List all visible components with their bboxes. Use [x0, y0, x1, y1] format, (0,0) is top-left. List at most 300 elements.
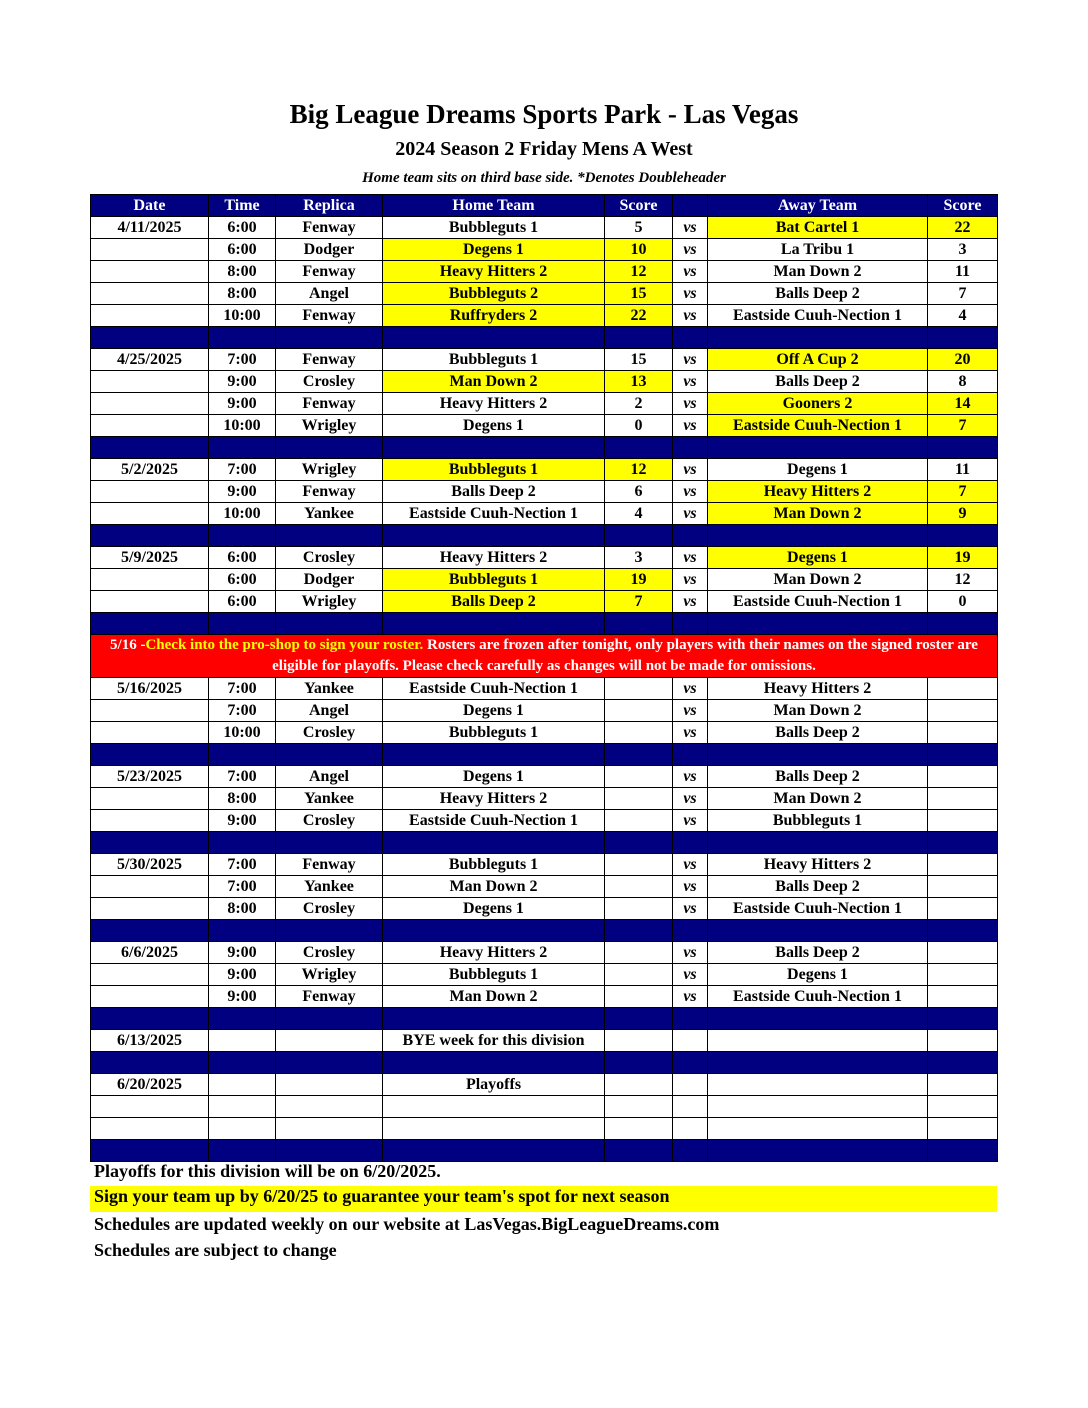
separator-cell: [708, 525, 928, 547]
row-date: 6/6/2025: [91, 942, 209, 964]
row-home-score: [605, 766, 673, 788]
row-vs: vs: [673, 678, 708, 700]
separator-cell: [209, 525, 276, 547]
row-replica: Crosley: [276, 547, 383, 569]
row-home-team: Bubbleguts 1: [383, 217, 605, 239]
separator-row: [91, 613, 998, 635]
row-date: [91, 1118, 209, 1140]
row-vs: vs: [673, 722, 708, 744]
separator-cell: [673, 1140, 708, 1162]
row-date: [91, 788, 209, 810]
header-vs: [673, 195, 708, 217]
row-time: [209, 1118, 276, 1140]
separator-cell: [209, 613, 276, 635]
row-home-score: 0: [605, 415, 673, 437]
separator-cell: [928, 1052, 998, 1074]
row-time: 7:00: [209, 459, 276, 481]
row-vs: vs: [673, 503, 708, 525]
row-date: [91, 305, 209, 327]
header-replica: Replica: [276, 195, 383, 217]
table-row: [91, 1096, 998, 1118]
row-home-team: Playoffs: [383, 1074, 605, 1096]
row-home-team: Bubbleguts 1: [383, 569, 605, 591]
row-date: [91, 239, 209, 261]
row-vs: vs: [673, 415, 708, 437]
row-vs: vs: [673, 700, 708, 722]
row-home-team: Degens 1: [383, 700, 605, 722]
row-home-team: Bubbleguts 1: [383, 722, 605, 744]
row-replica: Wrigley: [276, 591, 383, 613]
row-vs: vs: [673, 547, 708, 569]
table-row: [91, 788, 998, 810]
separator-cell: [605, 613, 673, 635]
row-vs: [673, 1074, 708, 1096]
row-away-team: [708, 1096, 928, 1118]
separator-row: [91, 920, 998, 942]
row-date: [91, 261, 209, 283]
row-time: 9:00: [209, 481, 276, 503]
row-vs: vs: [673, 766, 708, 788]
table-row: [91, 810, 998, 832]
row-time: 6:00: [209, 547, 276, 569]
separator-cell: [928, 613, 998, 635]
row-home-score: [605, 898, 673, 920]
separator-cell: [276, 525, 383, 547]
separator-cell: [605, 327, 673, 349]
row-replica: Yankee: [276, 678, 383, 700]
row-vs: vs: [673, 459, 708, 481]
separator-cell: [928, 832, 998, 854]
separator-cell: [383, 525, 605, 547]
row-away-team: Off A Cup 2: [708, 349, 928, 371]
separator-cell: [605, 920, 673, 942]
table-row: [91, 569, 998, 591]
separator-cell: [928, 744, 998, 766]
roster-notice: [91, 635, 998, 678]
separator-cell: [91, 920, 209, 942]
row-away-score: 11: [928, 261, 998, 283]
row-home-score: 4: [605, 503, 673, 525]
row-away-score: 19: [928, 547, 998, 569]
row-away-team: Balls Deep 2: [708, 722, 928, 744]
row-home-team: [383, 1118, 605, 1140]
separator-cell: [383, 1052, 605, 1074]
row-time: 7:00: [209, 854, 276, 876]
row-away-team: [708, 1074, 928, 1096]
row-away-score: 22: [928, 217, 998, 239]
row-date: [91, 481, 209, 503]
row-home-score: 10: [605, 239, 673, 261]
row-away-team: Degens 1: [708, 459, 928, 481]
separator-cell: [673, 744, 708, 766]
row-home-team: Ruffryders 2: [383, 305, 605, 327]
separator-cell: [276, 744, 383, 766]
table-row: [91, 547, 998, 569]
table-row: [91, 854, 998, 876]
separator-cell: [708, 613, 928, 635]
row-home-score: 6: [605, 481, 673, 503]
separator-cell: [209, 1052, 276, 1074]
page-title: Big League Dreams Sports Park - Las Vegas: [289, 99, 799, 129]
row-time: [209, 1030, 276, 1052]
row-home-score: 7: [605, 591, 673, 613]
row-away-team: Eastside Cuuh-Nection 1: [708, 415, 928, 437]
row-date: [91, 283, 209, 305]
row-home-team: Bubbleguts 1: [383, 964, 605, 986]
row-time: 6:00: [209, 239, 276, 261]
separator-cell: [276, 832, 383, 854]
row-home-score: 15: [605, 283, 673, 305]
separator-row: [91, 525, 998, 547]
row-vs: vs: [673, 569, 708, 591]
separator-row: [91, 1008, 998, 1030]
separator-cell: [91, 525, 209, 547]
row-replica: Yankee: [276, 503, 383, 525]
separator-cell: [708, 1140, 928, 1162]
row-home-team: Heavy Hitters 2: [383, 942, 605, 964]
row-away-score: [928, 788, 998, 810]
row-away-team: Gooners 2: [708, 393, 928, 415]
row-time: 8:00: [209, 283, 276, 305]
row-home-score: [605, 942, 673, 964]
row-vs: [673, 1096, 708, 1118]
row-away-score: [928, 1030, 998, 1052]
row-away-score: 3: [928, 239, 998, 261]
row-replica: [276, 1096, 383, 1118]
table-row: [91, 261, 998, 283]
row-home-team: Degens 1: [383, 239, 605, 261]
row-away-score: [928, 766, 998, 788]
separator-cell: [91, 832, 209, 854]
header-date: Date: [91, 195, 209, 217]
page-subtitle: 2024 Season 2 Friday Mens A West: [395, 138, 693, 160]
row-date: 5/2/2025: [91, 459, 209, 481]
row-away-score: 7: [928, 481, 998, 503]
row-home-team: Bubbleguts 1: [383, 854, 605, 876]
separator-cell: [708, 920, 928, 942]
row-away-score: 4: [928, 305, 998, 327]
table-row: [91, 876, 998, 898]
separator-cell: [209, 437, 276, 459]
separator-cell: [276, 920, 383, 942]
separator-cell: [673, 1008, 708, 1030]
row-time: 9:00: [209, 810, 276, 832]
row-date: 5/30/2025: [91, 854, 209, 876]
row-vs: vs: [673, 217, 708, 239]
row-home-score: 12: [605, 261, 673, 283]
row-home-team: Man Down 2: [383, 876, 605, 898]
row-vs: vs: [673, 591, 708, 613]
row-date: [91, 700, 209, 722]
row-away-score: [928, 700, 998, 722]
row-date: [91, 591, 209, 613]
row-vs: vs: [673, 239, 708, 261]
row-vs: vs: [673, 261, 708, 283]
separator-cell: [209, 327, 276, 349]
row-home-score: 2: [605, 393, 673, 415]
separator-cell: [91, 1052, 209, 1074]
table-row: [91, 481, 998, 503]
row-home-score: [605, 700, 673, 722]
separator-cell: [673, 920, 708, 942]
footer-change-note: Schedules are subject to change: [94, 1240, 337, 1260]
separator-row: [91, 327, 998, 349]
row-away-score: 9: [928, 503, 998, 525]
separator-cell: [383, 437, 605, 459]
row-home-score: 5: [605, 217, 673, 239]
row-replica: Fenway: [276, 305, 383, 327]
row-home-score: [605, 1096, 673, 1118]
row-away-team: Eastside Cuuh-Nection 1: [708, 898, 928, 920]
row-home-team: Degens 1: [383, 898, 605, 920]
row-time: 10:00: [209, 305, 276, 327]
table-row: [91, 766, 998, 788]
notice-lead: 5/16 -: [110, 637, 146, 653]
row-time: 7:00: [209, 700, 276, 722]
header-away-team: Away Team: [708, 195, 928, 217]
row-replica: Yankee: [276, 876, 383, 898]
row-date: 6/20/2025: [91, 1074, 209, 1096]
row-time: 7:00: [209, 349, 276, 371]
row-time: 9:00: [209, 964, 276, 986]
table-row: [91, 217, 998, 239]
row-away-score: 0: [928, 591, 998, 613]
table-row: [91, 1118, 998, 1140]
row-replica: Fenway: [276, 217, 383, 239]
row-date: [91, 569, 209, 591]
row-home-score: [605, 854, 673, 876]
row-away-score: [928, 722, 998, 744]
row-home-team: Bubbleguts 2: [383, 283, 605, 305]
row-away-team: Eastside Cuuh-Nection 1: [708, 986, 928, 1008]
row-home-team: Man Down 2: [383, 986, 605, 1008]
header-home-score: Score: [605, 195, 673, 217]
separator-cell: [383, 613, 605, 635]
row-home-score: 15: [605, 349, 673, 371]
row-home-team: Bubbleguts 1: [383, 349, 605, 371]
row-date: 4/25/2025: [91, 349, 209, 371]
row-vs: vs: [673, 305, 708, 327]
row-time: [209, 1096, 276, 1118]
row-home-score: [605, 964, 673, 986]
row-away-team: Man Down 2: [708, 261, 928, 283]
row-home-team: Man Down 2: [383, 371, 605, 393]
row-vs: vs: [673, 481, 708, 503]
separator-cell: [708, 744, 928, 766]
row-away-team: Degens 1: [708, 547, 928, 569]
table-row: [91, 283, 998, 305]
separator-cell: [91, 744, 209, 766]
table-row: [91, 722, 998, 744]
row-time: 9:00: [209, 371, 276, 393]
separator-cell: [605, 525, 673, 547]
row-away-score: [928, 986, 998, 1008]
row-home-team: Degens 1: [383, 766, 605, 788]
separator-cell: [605, 437, 673, 459]
row-replica: Fenway: [276, 349, 383, 371]
row-vs: vs: [673, 964, 708, 986]
row-home-score: 22: [605, 305, 673, 327]
row-home-team: [383, 1096, 605, 1118]
row-home-team: Balls Deep 2: [383, 591, 605, 613]
table-row: [91, 349, 998, 371]
row-replica: Wrigley: [276, 459, 383, 481]
separator-cell: [383, 1008, 605, 1030]
table-row: [91, 1074, 998, 1096]
row-vs: [673, 1030, 708, 1052]
row-replica: [276, 1030, 383, 1052]
row-replica: Angel: [276, 283, 383, 305]
separator-cell: [673, 525, 708, 547]
separator-row: [91, 744, 998, 766]
separator-cell: [91, 1008, 209, 1030]
row-vs: vs: [673, 788, 708, 810]
separator-cell: [928, 920, 998, 942]
table-row: [91, 700, 998, 722]
row-date: 6/13/2025: [91, 1030, 209, 1052]
row-home-score: 13: [605, 371, 673, 393]
row-away-team: Man Down 2: [708, 788, 928, 810]
row-date: 5/16/2025: [91, 678, 209, 700]
separator-cell: [673, 327, 708, 349]
footer-playoffs-note: Playoffs for this division will be on 6/20/2025.: [94, 1161, 441, 1181]
row-replica: Crosley: [276, 371, 383, 393]
row-away-score: [928, 964, 998, 986]
row-vs: [673, 1118, 708, 1140]
row-away-team: Heavy Hitters 2: [708, 481, 928, 503]
separator-cell: [383, 1140, 605, 1162]
table-row: [91, 393, 998, 415]
row-vs: vs: [673, 986, 708, 1008]
row-home-team: Degens 1: [383, 415, 605, 437]
separator-cell: [276, 1008, 383, 1030]
row-away-team: Bubbleguts 1: [708, 810, 928, 832]
row-away-score: [928, 854, 998, 876]
row-vs: vs: [673, 393, 708, 415]
row-home-team: BYE week for this division: [383, 1030, 605, 1052]
row-date: [91, 810, 209, 832]
separator-cell: [673, 832, 708, 854]
footer-signup-note: Sign your team up by 6/20/25 to guarantee your team's spot for next season: [90, 1186, 997, 1212]
row-home-score: [605, 788, 673, 810]
table-row: [91, 964, 998, 986]
row-date: [91, 964, 209, 986]
separator-cell: [708, 327, 928, 349]
separator-cell: [605, 832, 673, 854]
row-vs: vs: [673, 876, 708, 898]
row-time: 10:00: [209, 415, 276, 437]
row-replica: Dodger: [276, 239, 383, 261]
header-away-score: Score: [928, 195, 998, 217]
separator-cell: [276, 613, 383, 635]
row-home-score: [605, 1030, 673, 1052]
row-replica: Crosley: [276, 898, 383, 920]
row-away-score: [928, 1074, 998, 1096]
row-away-score: [928, 810, 998, 832]
row-away-team: [708, 1118, 928, 1140]
row-home-score: 19: [605, 569, 673, 591]
separator-cell: [209, 1140, 276, 1162]
row-time: 7:00: [209, 678, 276, 700]
row-away-team: Degens 1: [708, 964, 928, 986]
separator-cell: [276, 1052, 383, 1074]
row-home-score: [605, 678, 673, 700]
row-away-score: 12: [928, 569, 998, 591]
separator-cell: [276, 327, 383, 349]
notice-text: Rosters are frozen after tonight, only players with their names on the signed roster are eligible for playoffs. Please check carefully as changes will not be made for omissions.: [272, 637, 978, 674]
row-date: [91, 1096, 209, 1118]
table-row: [91, 305, 998, 327]
separator-cell: [276, 1140, 383, 1162]
row-away-team: Eastside Cuuh-Nection 1: [708, 305, 928, 327]
table-row: [91, 898, 998, 920]
separator-cell: [928, 327, 998, 349]
row-time: 7:00: [209, 876, 276, 898]
row-vs: vs: [673, 854, 708, 876]
row-away-team: [708, 1030, 928, 1052]
row-replica: Wrigley: [276, 415, 383, 437]
row-replica: Crosley: [276, 810, 383, 832]
row-date: [91, 722, 209, 744]
separator-cell: [928, 437, 998, 459]
row-replica: Fenway: [276, 261, 383, 283]
row-date: [91, 876, 209, 898]
notice-warn: Check into the pro-shop to sign your roster.: [145, 637, 424, 653]
row-time: 10:00: [209, 722, 276, 744]
row-home-team: Eastside Cuuh-Nection 1: [383, 678, 605, 700]
row-date: [91, 393, 209, 415]
row-vs: vs: [673, 898, 708, 920]
row-date: 5/9/2025: [91, 547, 209, 569]
row-home-team: Eastside Cuuh-Nection 1: [383, 503, 605, 525]
separator-cell: [708, 1052, 928, 1074]
table-row: [91, 591, 998, 613]
table-row: [91, 678, 998, 700]
page-note: Home team sits on third base side. *Denotes Doubleheader: [362, 170, 726, 186]
separator-cell: [605, 744, 673, 766]
row-vs: vs: [673, 349, 708, 371]
row-time: 6:00: [209, 217, 276, 239]
header-home-team: Home Team: [383, 195, 605, 217]
row-home-score: [605, 810, 673, 832]
row-time: 9:00: [209, 942, 276, 964]
row-time: 10:00: [209, 503, 276, 525]
row-home-score: [605, 1074, 673, 1096]
row-home-team: Heavy Hitters 2: [383, 788, 605, 810]
row-away-score: [928, 876, 998, 898]
separator-cell: [708, 832, 928, 854]
row-replica: Angel: [276, 766, 383, 788]
row-replica: Yankee: [276, 788, 383, 810]
row-date: [91, 503, 209, 525]
row-away-score: 14: [928, 393, 998, 415]
row-replica: Wrigley: [276, 964, 383, 986]
row-home-team: Heavy Hitters 2: [383, 547, 605, 569]
separator-cell: [209, 920, 276, 942]
separator-cell: [91, 327, 209, 349]
table-row: [91, 371, 998, 393]
row-away-score: 7: [928, 415, 998, 437]
table-row: [91, 459, 998, 481]
separator-row: [91, 1140, 998, 1162]
row-replica: Dodger: [276, 569, 383, 591]
row-replica: Fenway: [276, 854, 383, 876]
row-away-score: 7: [928, 283, 998, 305]
row-home-score: [605, 876, 673, 898]
row-date: [91, 986, 209, 1008]
table-row: [91, 986, 998, 1008]
row-away-score: 20: [928, 349, 998, 371]
